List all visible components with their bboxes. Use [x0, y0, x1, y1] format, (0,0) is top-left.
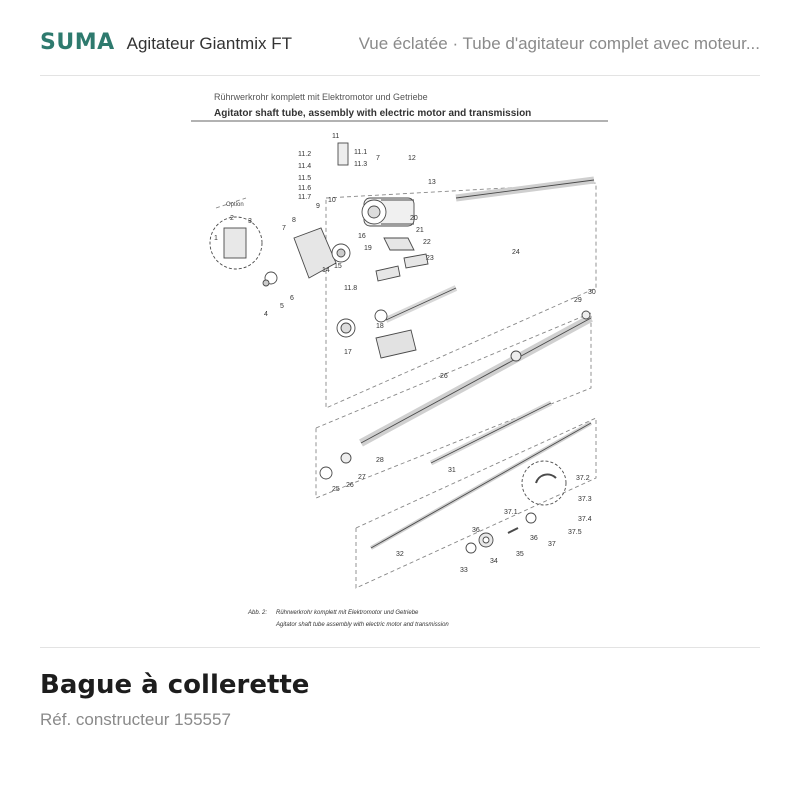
- product-name[interactable]: Agitateur Giantmix FT: [126, 34, 292, 53]
- callout-label[interactable]: 11.4: [298, 163, 312, 170]
- callout-label[interactable]: 8: [292, 217, 296, 224]
- callout-label[interactable]: 7: [282, 225, 286, 232]
- page-header: [40, 30, 760, 76]
- callout-label[interactable]: 13: [428, 179, 436, 186]
- diagram-heading-de: Rührwerkrohr komplett mit Elektromotor und Getriebe: [214, 92, 428, 102]
- callout-label[interactable]: 24: [512, 249, 520, 256]
- callout-label[interactable]: 35: [516, 551, 524, 558]
- callout-label[interactable]: 11.8: [344, 285, 358, 292]
- callout-label[interactable]: 30: [588, 289, 596, 296]
- callout-label[interactable]: 37.5: [568, 529, 582, 536]
- callout-label[interactable]: 11: [332, 133, 340, 140]
- callout-label[interactable]: 27: [358, 474, 366, 481]
- callout-label[interactable]: 28: [376, 457, 384, 464]
- callout-label[interactable]: 14: [322, 267, 330, 274]
- diagram-heading-en: Agitator shaft tube, assembly with electric motor and transmission: [214, 108, 532, 119]
- callout-label[interactable]: 26: [346, 482, 354, 489]
- callout-label[interactable]: 37.4: [578, 516, 592, 523]
- callout-label[interactable]: 5: [280, 303, 284, 310]
- callout-label[interactable]: 31: [448, 467, 456, 474]
- callout-label[interactable]: 21: [416, 227, 424, 234]
- callout-label[interactable]: 9: [316, 203, 320, 210]
- callout-label[interactable]: 37.2: [576, 475, 590, 482]
- callout-label[interactable]: 20: [410, 215, 418, 222]
- callout-label[interactable]: 11.7: [298, 194, 312, 201]
- callout-label[interactable]: 32: [396, 551, 404, 558]
- callout-label[interactable]: 17: [344, 349, 352, 356]
- callout-label[interactable]: 33: [460, 567, 468, 574]
- callout-label[interactable]: 26: [440, 373, 448, 380]
- breadcrumb[interactable]: Vue éclatée · Tube d'agitateur complet avec moteur...: [358, 34, 760, 53]
- caption-en: Agitator shaft tube assembly with electric motor and transmission: [276, 622, 449, 628]
- callout-label[interactable]: 23: [426, 255, 434, 262]
- callout-label[interactable]: 11.5: [298, 175, 312, 182]
- callout-label[interactable]: 36: [530, 535, 538, 542]
- callout-label[interactable]: 37: [548, 541, 556, 548]
- callout-label[interactable]: 15: [334, 263, 342, 270]
- callout-label[interactable]: 11.3: [354, 161, 368, 168]
- callout-label[interactable]: 6: [290, 295, 294, 302]
- content-divider: [40, 647, 760, 648]
- caption-prefix: Abb. 2:: [248, 610, 268, 616]
- callout-label[interactable]: 19: [364, 245, 372, 252]
- callout-label[interactable]: 34: [490, 558, 498, 565]
- exploded-view-svg: [186, 88, 614, 633]
- callout-label[interactable]: 2: [230, 215, 234, 222]
- callout-label[interactable]: 11.1: [354, 149, 368, 156]
- callout-label[interactable]: 36: [472, 527, 480, 534]
- callout-label[interactable]: 3: [248, 218, 252, 225]
- callout-label[interactable]: 25: [332, 486, 340, 493]
- callout-label[interactable]: 18: [376, 323, 384, 330]
- caption-de: Rührwerkrohr komplett mit Elektromotor und Getriebe: [276, 610, 419, 616]
- callout-label[interactable]: 11.6: [298, 185, 312, 192]
- callout-label[interactable]: 29: [574, 297, 582, 304]
- callout-label[interactable]: 1: [214, 235, 218, 242]
- part-reference: Réf. constructeur 155557: [40, 710, 231, 729]
- option-label: Option: [226, 202, 244, 208]
- callout-label[interactable]: 16: [358, 233, 366, 240]
- brand-logo[interactable]: SUMA: [40, 30, 115, 55]
- callout-label[interactable]: 37.1: [504, 509, 518, 516]
- callout-label[interactable]: 7: [376, 155, 380, 162]
- exploded-view-diagram[interactable]: [186, 88, 614, 633]
- callout-label[interactable]: 37.3: [578, 496, 592, 503]
- callout-label[interactable]: 12: [408, 155, 416, 162]
- callout-label[interactable]: 22: [423, 239, 431, 246]
- callout-label[interactable]: 11.2: [298, 151, 312, 158]
- part-title: Bague à collerette: [40, 670, 310, 700]
- callout-label[interactable]: 4: [264, 311, 268, 318]
- callout-label[interactable]: 10: [328, 197, 336, 204]
- header-divider: [40, 75, 760, 76]
